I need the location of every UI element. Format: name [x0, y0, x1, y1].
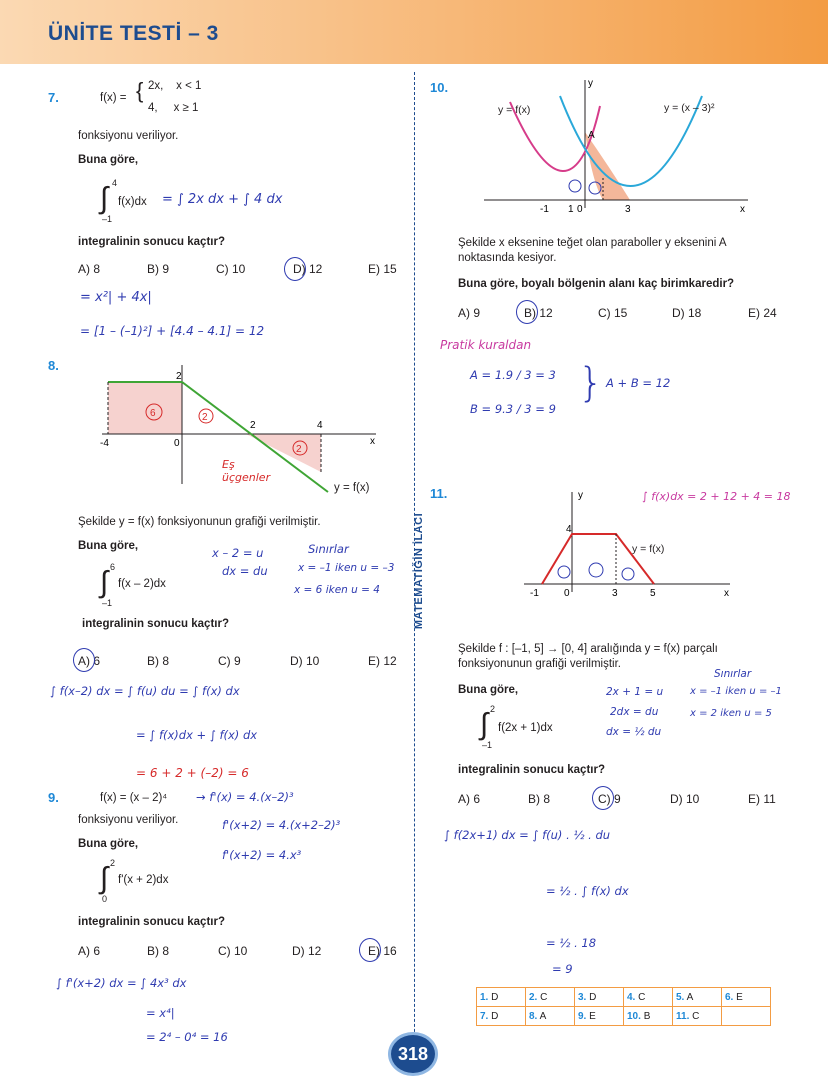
q11-hand-lim-title: Sınırlar	[714, 668, 752, 680]
q7-number: 7.	[48, 90, 59, 105]
q8-int-top: 6	[110, 562, 116, 572]
q7-option-c[interactable]: C) 10	[216, 262, 246, 276]
q9-option-a[interactable]: A) 6	[78, 944, 101, 958]
q9-int-top: 2	[110, 858, 116, 868]
q8-answer-circle	[73, 648, 95, 672]
q9-option-c[interactable]: C) 10	[218, 944, 248, 958]
q8-tick-y2: 2	[176, 371, 182, 382]
q11-option-b[interactable]: B) 8	[528, 792, 551, 806]
q11-hand-top: ∫ f(x)dx = 2 + 12 + 4 = 18	[642, 490, 791, 503]
q11-number: 11.	[430, 486, 448, 501]
q10-hand-b: B = 9.3 / 3 = 9	[470, 402, 556, 416]
answer-key-row	[477, 988, 771, 1007]
q11-integrand: f(2x + 1)dx	[498, 722, 553, 734]
q10-tick-0: 0	[577, 204, 583, 215]
q11-answer-circle	[592, 786, 614, 810]
q7-buna: Buna göre,	[78, 154, 139, 166]
q11-option-a[interactable]: A) 6	[458, 792, 481, 806]
q8-hand-sub1: x – 2 = u	[212, 546, 264, 560]
side-label	[404, 500, 428, 650]
q11-hand-sub2: 2dx = du	[610, 706, 659, 718]
answer-key-cell	[722, 1007, 771, 1026]
q11-option-e[interactable]: E) 11	[748, 792, 776, 806]
q8-hand-lim-title: Sınırlar	[308, 542, 349, 556]
answer-key-cell: 4. C	[624, 988, 673, 1007]
q9-option-b[interactable]: B) 8	[147, 944, 170, 958]
q8-buna: Buna göre,	[78, 540, 139, 552]
q7-brace: {	[136, 78, 144, 103]
q8-graph-label: y = f(x)	[334, 482, 370, 494]
q11-mark-2	[558, 566, 570, 578]
q10-tick-3: 3	[625, 204, 631, 215]
q10-tick-m1: -1	[540, 204, 549, 215]
q11-hand2: = ½ . ∫ f(x) dx	[546, 884, 629, 898]
answer-key-cell: 11. C	[673, 1007, 722, 1026]
q11-hand-sub3: dx = ½ du	[606, 726, 662, 738]
q10-graph	[480, 76, 780, 216]
q10-desc: Şekilde x eksenine teğet olan paraboller y eksenini A noktasında kesiyor.	[458, 237, 726, 264]
q8-hand1: ∫ f(x–2) dx = ∫ f(u) du = ∫ f(x) dx	[50, 684, 240, 698]
q10-label-a: A	[588, 130, 595, 141]
q8-mark-6-text: 6	[150, 408, 156, 419]
page-number: 318	[388, 1032, 438, 1076]
q11-mark-4	[622, 568, 634, 580]
q8-x-label: x	[370, 436, 375, 447]
q9-number: 9.	[48, 790, 59, 805]
q8-option-c[interactable]: C) 9	[218, 654, 241, 668]
q8-shade-left	[108, 382, 182, 434]
q10-option-c[interactable]: C) 15	[598, 306, 628, 320]
q8-hand-lim1: x = –1 iken u = –3	[298, 562, 395, 574]
q8-tick-m4: -4	[100, 438, 109, 449]
q7-hand1: = ∫ 2x dx + ∫ 4 dx	[162, 192, 283, 207]
q11-option-c[interactable]: C) 9	[598, 792, 621, 806]
q8-tick-4: 4	[317, 420, 323, 431]
q8-hand2: = ∫ f(x)dx + ∫ f(x) dx	[136, 728, 258, 742]
q8-tick-2: 2	[250, 420, 256, 431]
q10-hand-title: Pratik kuraldan	[440, 338, 532, 352]
q9-int-bot: 0	[102, 894, 108, 904]
q8-option-e[interactable]: E) 12	[368, 654, 397, 668]
q10-option-d[interactable]: D) 18	[672, 306, 702, 320]
q10-tick-1: 1	[568, 204, 574, 215]
page-title: ÜNİTE TESTİ – 3	[48, 22, 219, 45]
q7-fx: f(x) =	[100, 92, 127, 104]
q9-hand3: = 2⁴ – 0⁴ = 16	[146, 1030, 228, 1044]
q8-tick-0: 0	[174, 438, 180, 449]
q7-option-d[interactable]: D) 12	[293, 262, 323, 276]
q10-shade	[585, 132, 630, 200]
q11-x-label: x	[724, 588, 729, 599]
q11-tick-3: 3	[612, 588, 618, 599]
q9-hand-d2: f'(x+2) = 4.(x+2–2)³	[222, 818, 341, 832]
q11-int-top: 2	[490, 704, 496, 714]
q8-question: integralinin sonucu kaçtır?	[82, 618, 229, 630]
q11-hand-lim1: x = –1 iken u = –1	[690, 686, 782, 697]
q9-fx: f(x) = (x – 2)⁴	[100, 792, 168, 804]
answer-key-cell: 9. E	[575, 1007, 624, 1026]
q11-option-d[interactable]: D) 10	[670, 792, 700, 806]
q11-graph	[520, 488, 740, 600]
q8-hand-lim2: x = 6 iken u = 4	[294, 584, 380, 596]
q9-hand1: ∫ f'(x+2) dx = ∫ 4x³ dx	[56, 976, 187, 990]
q9-int-sign: ∫	[100, 862, 109, 895]
q11-hand-sub1: 2x + 1 = u	[606, 686, 664, 698]
q11-tick-5: 5	[650, 588, 656, 599]
q10-y-label: y	[588, 78, 593, 89]
q11-hand-lim2: x = 2 iken u = 5	[690, 708, 772, 719]
answer-key-cell: 6. E	[722, 988, 771, 1007]
q7-case1: 2x, x < 1	[148, 80, 202, 92]
q7-hand3: = [1 – (–1)²] + [4.4 – 4.1] = 12	[80, 324, 265, 338]
q11-int-bot: –1	[482, 740, 493, 750]
q7-int-bot: –1	[102, 214, 113, 224]
q8-option-a[interactable]: A) 6	[78, 654, 101, 668]
q9-given: fonksiyonu veriliyor.	[78, 814, 179, 826]
q7-case2: 4, x ≥ 1	[148, 102, 199, 114]
q8-int-bot: –1	[102, 598, 113, 608]
q7-given: fonksiyonu veriliyor.	[78, 130, 179, 142]
q10-option-b[interactable]: B) 12	[524, 306, 553, 320]
q9-hand2: = x⁴|	[146, 1006, 175, 1020]
q9-answer-circle	[359, 938, 381, 962]
q9-option-d[interactable]: D) 12	[292, 944, 322, 958]
q10-answer-circle	[516, 300, 538, 324]
answer-key	[476, 987, 771, 1026]
q11-hand3: = ½ . 18	[546, 936, 597, 950]
side-label-text: MATEMATİĞİN İLACI	[413, 512, 425, 630]
q10-question: Buna göre, boyalı bölgenin alanı kaç birimkaredir?	[458, 278, 735, 290]
q8-hand3: = 6 + 2 + (–2) = 6	[136, 766, 249, 780]
q10-hand-brace: }	[578, 360, 604, 406]
answer-key-cell: 8. A	[526, 1007, 575, 1026]
q8-mark-2a-text: 2	[202, 412, 208, 423]
q10-label-f: y = f(x)	[498, 104, 531, 116]
q11-tick-y4: 4	[566, 524, 572, 535]
q9-question: integralinin sonucu kaçtır?	[78, 916, 225, 928]
q11-int-sign: ∫	[480, 708, 489, 741]
q8-mark-2b-text: 2	[296, 444, 302, 455]
q8-number: 8.	[48, 358, 59, 373]
q10-mark-a	[569, 180, 581, 192]
q10-x-label: x	[740, 204, 745, 215]
q9-integrand: f'(x + 2)dx	[118, 874, 169, 886]
q7-int-sign: ∫	[100, 182, 109, 215]
q11-tick-0: 0	[564, 588, 570, 599]
q11-hand1: ∫ f(2x+1) dx = ∫ f(u) . ½ . du	[444, 828, 611, 842]
q11-desc: Şekilde f : [–1, 5] → [0, 4] aralığında y = f(x) parçalı fonksiyonunun grafiği verilmiştir.	[458, 643, 718, 670]
q10-number: 10.	[430, 80, 449, 95]
q8-desc: Şekilde y = f(x) fonksiyonunun grafiği verilmiştir.	[78, 516, 321, 528]
q11-tick-m1: -1	[530, 588, 539, 599]
q10-option-a[interactable]: A) 9	[458, 306, 481, 320]
q9-hand-d3: f'(x+2) = 4.x³	[222, 848, 302, 862]
answer-key-cell: 7. D	[477, 1007, 526, 1026]
q7-hand2: = x²| + 4x|	[80, 290, 152, 305]
q7-option-a[interactable]: A) 8	[78, 262, 101, 276]
q11-mark-12	[589, 563, 603, 577]
answer-key-cell: 3. D	[575, 988, 624, 1007]
q11-hand4: = 9	[552, 962, 573, 976]
q10-label-g: y = (x – 3)²	[664, 102, 715, 114]
q10-hand-a: A = 1.9 / 3 = 3	[470, 368, 556, 382]
q11-y-label: y	[578, 490, 583, 501]
answer-key-cell: 2. C	[526, 988, 575, 1007]
q9-buna: Buna göre,	[78, 838, 139, 850]
q7-option-e[interactable]: E) 15	[368, 262, 397, 276]
q8-note-es: Eş üçgenler	[222, 458, 271, 484]
q7-option-b[interactable]: B) 9	[147, 262, 170, 276]
answer-key-cell: 5. A	[673, 988, 722, 1007]
q11-graph-label: y = f(x)	[632, 543, 665, 555]
q7-integrand: f(x)dx	[118, 196, 147, 208]
q8-int-sign: ∫	[100, 566, 109, 599]
answer-key-cell: 10. B	[624, 1007, 673, 1026]
q11-question: integralinin sonucu kaçtır?	[458, 764, 605, 776]
q9-option-e[interactable]: E) 16	[368, 944, 397, 958]
q7-answer-circle	[284, 257, 306, 281]
q8-option-b[interactable]: B) 8	[147, 654, 170, 668]
q7-question: integralinin sonucu kaçtır?	[78, 236, 225, 248]
answer-key-cell: 1. D	[477, 988, 526, 1007]
q8-option-d[interactable]: D) 10	[290, 654, 320, 668]
q9-hand-d1: → f'(x) = 4.(x–2)³	[196, 790, 294, 804]
q10-option-e[interactable]: E) 24	[748, 306, 777, 320]
q7-int-top: 4	[112, 178, 118, 188]
q11-buna: Buna göre,	[458, 684, 519, 696]
q8-hand-sub2: dx = du	[222, 564, 268, 578]
q10-hand-sum: A + B = 12	[606, 376, 671, 390]
q8-integrand: f(x – 2)dx	[118, 578, 166, 590]
answer-key-row	[477, 1007, 771, 1026]
